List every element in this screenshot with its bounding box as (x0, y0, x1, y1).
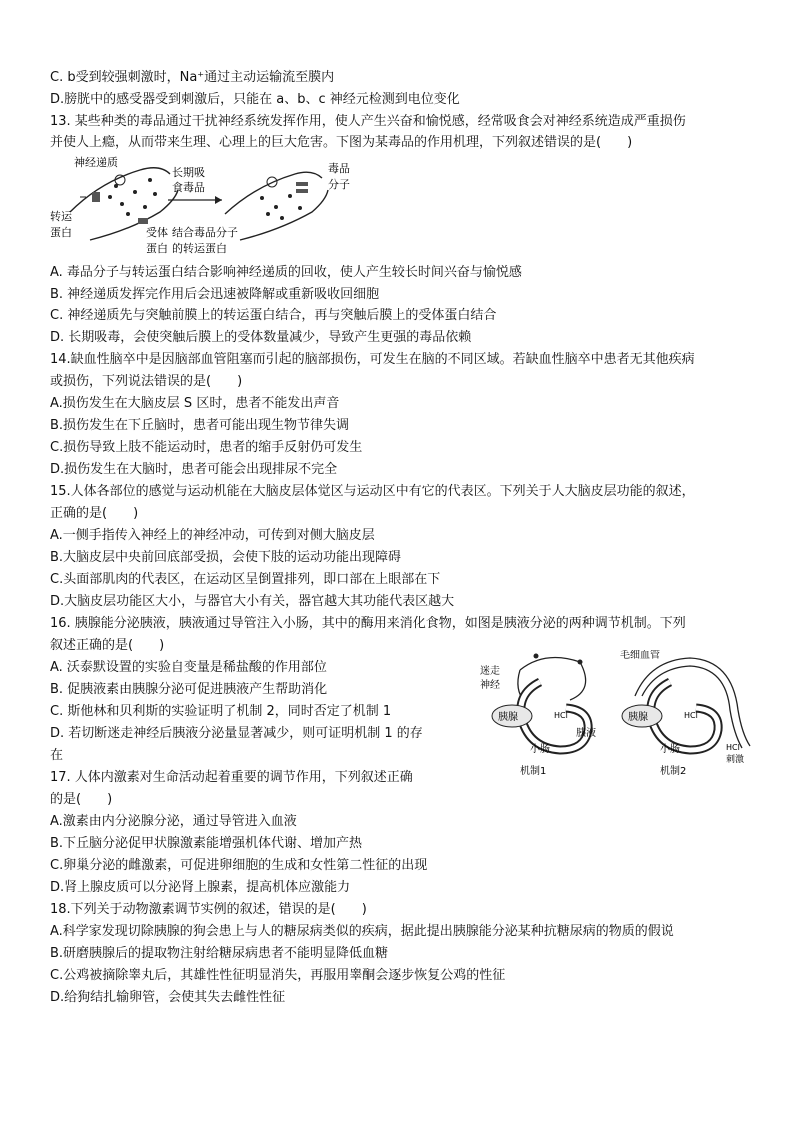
q13-label-drug-2: 分子 (328, 178, 350, 191)
q17-option-d: D.肾上腺皮质可以分泌肾上腺素，提高机体应激能力 (50, 880, 351, 895)
q16-fig-hcl-stim-1: HCl (726, 743, 740, 752)
q13-label-bound-1: 结合毒品分子 (172, 226, 238, 239)
q18-option-a: A.科学家发现切除胰腺的狗会患上与人的糖尿病类似的疾病，据此提出胰腺能分泌某种抗糖尿病的物质的假说 (50, 924, 674, 939)
q13-option-d: D. 长期吸毒，会使突触后膜上的受体数量减少，导致产生更强的毒品依赖 (50, 330, 472, 345)
q13-label-receptor-2: 蛋白 (146, 242, 168, 255)
q17-option-b: B.下丘脑分泌促甲状腺激素能增强机体代谢、增加产热 (50, 836, 363, 851)
q14-option-d: D.损伤发生在大脑时，患者可能会出现排尿不完全 (50, 462, 338, 477)
q13-label-drug-1: 毒品 (328, 162, 350, 175)
q16-fig-caption-2: 机制2 (660, 766, 687, 777)
q14-option-b: B.损伤发生在下丘脑时，患者可能出现生物节律失调 (50, 418, 350, 433)
q16-fig-hcl-stim-2: 刺激 (726, 755, 745, 765)
q13-label-transporter-1: 转运 (50, 210, 72, 223)
q13-arrow-text-1: 长期吸 (172, 166, 205, 179)
q16-fig-capillary: 毛细血管 (620, 650, 660, 661)
q14-option-c: C.损伤导致上肢不能运动时，患者的缩手反射仍可发生 (50, 440, 363, 455)
q18-stem: 18.下列关于动物激素调节实例的叙述，错误的是( ) (50, 902, 367, 917)
q16-option-d: D. 若切断迷走神经后胰液分泌量显著减少，则可证明机制 1 的存 (50, 726, 423, 741)
q16-fig-vagus-2: 神经 (480, 680, 500, 691)
q12-option-c: C. b受到较强刺激时，Na⁺通过主动运输流至膜内 (50, 70, 335, 85)
q17-stem-line-2: 的是( ) (50, 792, 113, 807)
q13-option-b: B. 神经递质发挥完作用后会迅速被降解或重新吸收回细胞 (50, 287, 380, 302)
q16-stem-line-1: 16. 胰腺能分泌胰液，胰液通过导管注入小肠，其中的酶用来消化食物，如图是胰液分泌的两种调节机制。下列 (50, 616, 686, 631)
q16-stem-line-2: 叙述正确的是( ) (50, 638, 165, 653)
q17-option-c: C.卵巢分泌的雌激素，可促进卵细胞的生成和女性第二性征的出现 (50, 858, 428, 873)
q13-option-c: C. 神经递质先与突触前膜上的转运蛋白结合，再与突触后膜上的受体蛋白结合 (50, 308, 497, 323)
q16-fig-hcl-1: HCl (554, 711, 568, 720)
q18-option-b: B.研磨胰腺后的提取物注射给糖尿病患者不能明显降低血糖 (50, 946, 389, 961)
q17-option-a: A.激素由内分泌腺分泌，通过导管进入血液 (50, 814, 297, 829)
q15-stem-line-2: 正确的是( ) (50, 506, 139, 521)
q12-option-d: D.膀胱中的感受器受到刺激后，只能在 a、b、c 神经元检测到电位变化 (50, 92, 460, 107)
q13-synapse-figure (50, 152, 360, 260)
q14-option-a: A.损伤发生在大脑皮层 S 区时，患者不能发出声音 (50, 396, 340, 411)
q16-option-b: B. 促胰液素由胰腺分泌可促进胰液产生帮助消化 (50, 682, 328, 697)
q16-fig-caption-1: 机制1 (520, 766, 547, 777)
q16-fig-hcl-2: HCl (684, 711, 698, 720)
q15-option-b: B.大脑皮层中央前回底部受损，会使下肢的运动功能出现障碍 (50, 550, 402, 565)
q15-option-c: C.头面部肌肉的代表区，在运动区呈倒置排列，即口部在上眼部在下 (50, 572, 441, 587)
q13-arrow-text-2: 食毒品 (172, 181, 205, 194)
q16-fig-juice: 胰液 (576, 728, 596, 739)
q14-stem-line-1: 14.缺血性脑卒中是因脑部血管阻塞而引起的脑部损伤，可发生在脑的不同区域。若缺血性脑卒中患者无其他疾病 (50, 352, 695, 367)
q16-fig-pancreas-2: 胰腺 (628, 712, 648, 723)
q16-fig-vagus-1: 迷走 (480, 666, 500, 677)
q15-option-a: A.一侧手指传入神经上的神经冲动，可传到对侧大脑皮层 (50, 528, 375, 543)
q16-fig-pancreas-1: 胰腺 (498, 712, 518, 723)
q15-option-d: D.大脑皮层功能区大小，与器官大小有关，器官越大其功能代表区越大 (50, 594, 455, 609)
q18-option-d: D.给狗结扎输卵管，会使其失去雌性性征 (50, 990, 286, 1005)
q13-label-bound-2: 的转运蛋白 (172, 242, 227, 255)
q13-option-a: A. 毒品分子与转运蛋白结合影响神经递质的回收，使人产生较长时间兴奋与愉悦感 (50, 265, 522, 280)
q13-label-transporter-2: 蛋白 (50, 226, 72, 239)
q13-stem-line-2: 并使人上瘾，从而带来生理、心理上的巨大危害。下图为某毒品的作用机理，下列叙述错误的是( ) (50, 135, 633, 150)
q16-fig-intestine-1: 小肠 (530, 744, 550, 755)
q16-pancreas-figure (470, 650, 770, 780)
q13-label-receptor-1: 受体 (146, 226, 168, 239)
q17-stem-line-1: 17. 人体内激素对生命活动起着重要的调节作用，下列叙述正确 (50, 770, 413, 785)
q13-stem-line-1: 13. 某些种类的毒品通过干扰神经系统发挥作用，使人产生兴奋和愉悦感，经常吸食会对神经系统造成严重损伤 (50, 114, 686, 129)
q16-option-d-continued: 在 (50, 748, 64, 763)
q13-label-neurotransmitter: 神经递质 (74, 156, 118, 169)
q15-stem-line-1: 15.人体各部位的感觉与运动机能在大脑皮层体觉区与运动区中有它的代表区。下列关于人大脑皮层功能的叙述， (50, 484, 695, 499)
q16-option-a: A. 沃泰默设置的实验自变量是稀盐酸的作用部位 (50, 660, 327, 675)
q16-option-c: C. 斯他林和贝利斯的实验证明了机制 2，同时否定了机制 1 (50, 704, 392, 719)
q14-stem-line-2: 或损伤，下列说法错误的是( ) (50, 374, 243, 389)
q18-option-c: C.公鸡被摘除睾丸后，其雄性性征明显消失，再服用睾酮会逐步恢复公鸡的性征 (50, 968, 506, 983)
q16-fig-intestine-2: 小肠 (660, 744, 680, 755)
